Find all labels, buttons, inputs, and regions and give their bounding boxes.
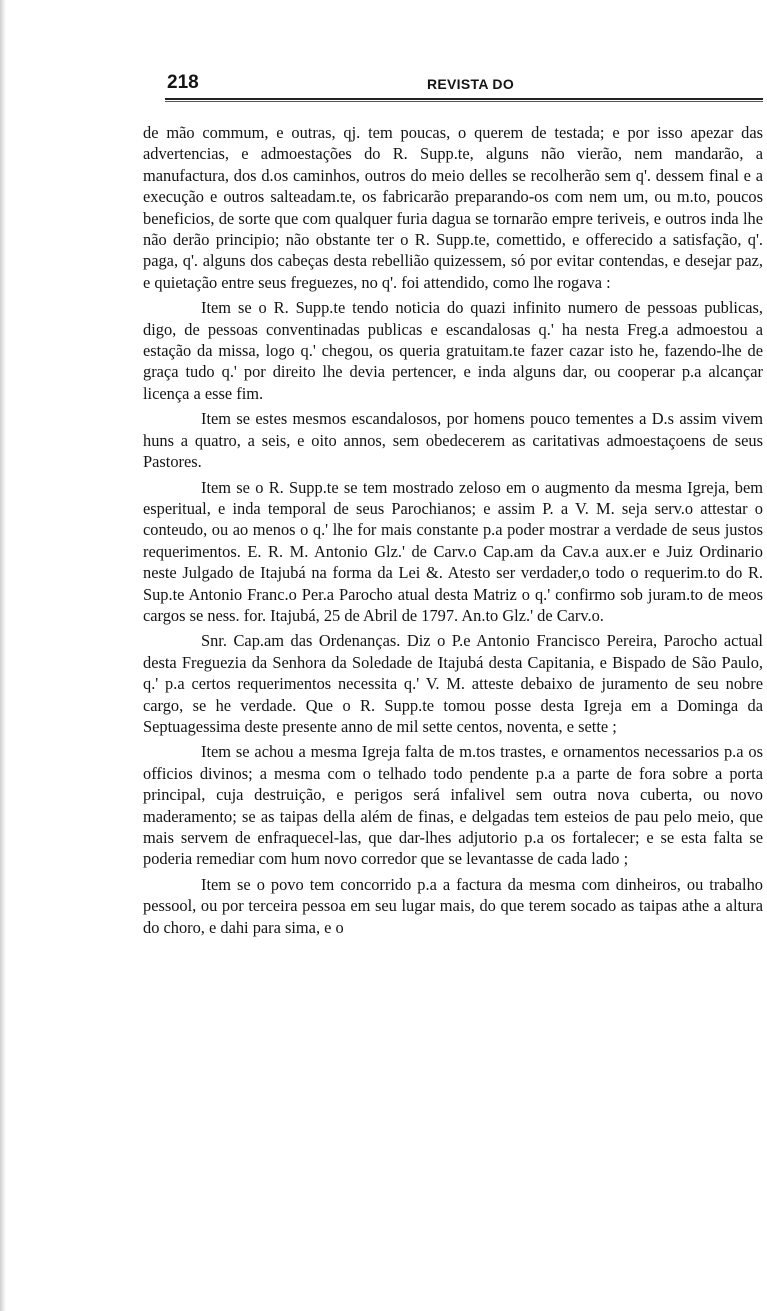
paragraph: de mão commum, e outras, qj. tem poucas, o querem de testada; e por isso apezar das advertencias, e admoestações do R. Supp.te, alguns não vierão, nem mandarão, a manufactura, dos d.os caminhos, outros do meio delles se recolherão sem q'. dessem final e a execução e outros salteadam.te, os fabricarão preparando-os com nem um, ou m.to, poucos beneficios, de sorte que com qualquer furia dagua se tornarão empre teriveis, e outros inda lhe não derão principio; não obstante ter o R. Supp.te, comettido, e offerecido a satisfação, q'. paga, q'. alguns dos cabeças desta rebellião quizessem, só por evitar contendas, e desejar paz, e quietação entre seus freguezes, no q'. foi attendido, como lhe rogava : (143, 123, 763, 292)
paragraph: Item se o R. Supp.te se tem mostrado zeloso em o augmento da mesma Igreja, bem esperitual, e inda temporal de seus Parochianos; e assim P. a V. M. seja serv.o attestar o conteudo, ou ao menos o q.' lhe for mais constante p.a poder mostrar a verdade de seus justos requerimentos. E. R. M. Antonio Glz.' de Carv.o Cap.am da Cav.a aux.er e Juiz Ordinario neste Julgado de Itajubá na forma da Lei &. Atesto ser verdader,o todo o requerim.to do R. Sup.te Antonio Franc.o Per.a Parocho atual desta Matriz o q.' confirmo sob juram.to de meos cargos se ness. for. Itajubá, 25 de Abril de 1797. An.to Glz.' de Carv.o. (143, 477, 763, 625)
journal-title: REVISTA DO (427, 76, 515, 92)
paragraph: Snr. Cap.am das Ordenanças. Diz o P.e Antonio Francisco Pereira, Parocho actual desta Freguezia da Senhora da Soledade de Itajubá desta Capitania, e Bispado de São Paulo, q.' p.a certos requerimentos necessita q.' V. M. atteste debaixo de juramento de seu nobre cargo, se he verdade. Que o R. Supp.te tomou posse desta Igreja em a Dominga da Septuagessima deste presente anno de mil sette centos, noventa, e sette ; (143, 631, 763, 736)
page-number: 218 (167, 72, 199, 93)
paragraph: Item se achou a mesma Igreja falta de m.tos trastes, e ornamentos necessarios p.a os officios divinos; a mesma com o telhado todo pendente p.a a parte de fora sobre a porta principal, cuja destruição, e perigos será infalivel sem outra nova cuberta, ou novo maderamento; se as taipas della além de finas, e delgadas tem esteios de pau pelo meio, que mais servem de enfraquecel-las, que dar-lhes adjutorio p.a os fortalecer; e se esta falta se poderia remediar com hum novo corredor que se levantasse de cada lado ; (143, 742, 763, 869)
header-rule (165, 98, 763, 102)
paragraph: Item se estes mesmos escandalosos, por homens pouco tementes a D.s assim vivem huns a quatro, a seis, e oito annos, sem obedecerem as caritativas admoestaçoens de seus Pastores. (143, 409, 763, 472)
running-head (143, 72, 763, 96)
body-text (143, 122, 763, 942)
book-page (143, 0, 763, 1311)
paragraph: Item se o R. Supp.te tendo noticia do quazi infinito numero de pessoas publicas, digo, de pessoas conventinadas publicas e escandalosas q.' ha nesta Freg.a admoestou a estação da missa, logo q.' chegou, os queria gratuitam.te fazer cazar isto he, fazendo-lhe de graça tudo q.' por direito lhe devia pertencer, e inda alguns dar, ou cooperar p.a alcançar licença a esse fim. (143, 298, 763, 403)
paragraph: Item se o povo tem concorrido p.a a factura da mesma com dinheiros, ou trabalho pessool, ou por terceira pessoa em seu lugar mais, do que terem socado as taipas athe a altura do choro, e dahi para sima, e o (143, 874, 763, 937)
binding-edge (0, 0, 10, 1311)
